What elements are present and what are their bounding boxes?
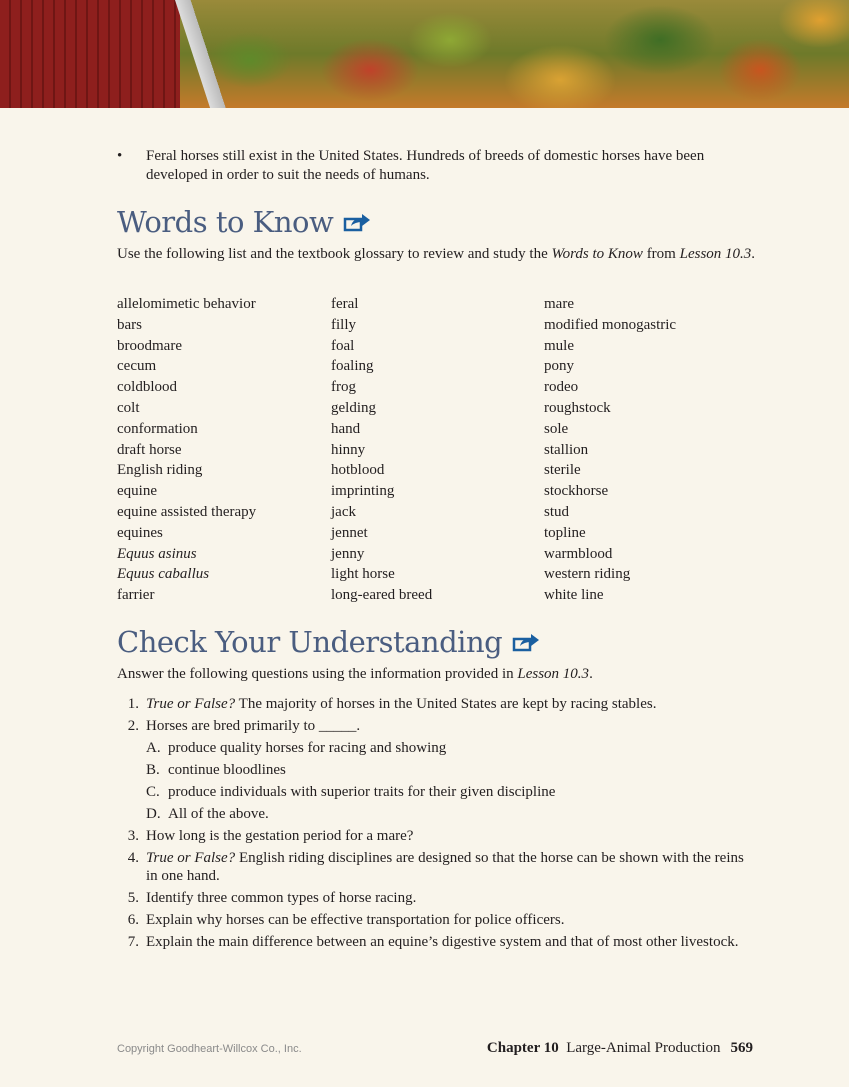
answer-option (146, 805, 757, 823)
heading-text: Words to Know (117, 205, 334, 239)
question-list (117, 695, 757, 955)
check-intro: Answer the following questions using the information provided in Lesson 10.3. (117, 666, 593, 682)
heading-text: Check Your Understanding (117, 625, 503, 659)
word-item: filly (331, 316, 356, 333)
word-item: draft horse (117, 441, 182, 458)
words-to-know-heading (117, 205, 371, 239)
word-item: equine assisted therapy (117, 503, 257, 520)
word-item: farrier (117, 587, 155, 604)
word-item: jack (331, 503, 356, 520)
option-letter: B. (146, 762, 160, 778)
external-link-icon[interactable] (512, 631, 540, 653)
word-item: western riding (544, 566, 631, 583)
question-item (117, 695, 757, 713)
word-item: light horse (331, 566, 395, 583)
question-number: 5. (127, 890, 139, 906)
answer-option (146, 783, 757, 801)
question-item (117, 889, 757, 907)
word-column (331, 294, 432, 606)
question-number: 1. (127, 696, 139, 712)
option-text: All of the above. (168, 806, 269, 822)
word-item: jennet (331, 524, 368, 541)
chapter-footer: Chapter 10 Large-Animal Production 569 (486, 1040, 753, 1056)
page-number: 569 (730, 1040, 753, 1056)
word-item: stockhorse (544, 483, 609, 500)
bullet-icon: • (117, 148, 123, 164)
word-item: frog (331, 379, 356, 396)
word-item: equine (117, 483, 157, 500)
word-item: cecum (117, 358, 157, 375)
word-item: Equus asinus (117, 545, 197, 562)
check-understanding-heading (117, 625, 540, 659)
question-text: English riding disciplines are designed so that the horse can be shown with the reins in one hand. (146, 850, 744, 884)
answer-option (146, 761, 757, 779)
question-item (117, 827, 757, 845)
bullet-item (117, 147, 757, 185)
barn-trim (175, 0, 236, 108)
question-number: 6. (127, 912, 139, 928)
word-item: broodmare (117, 337, 182, 354)
word-item: long-eared breed (331, 587, 433, 604)
word-item: modified monogastric (544, 316, 677, 333)
option-text: produce individuals with superior traits for their given discipline (168, 784, 556, 800)
word-item: stallion (544, 441, 589, 458)
word-item: feral (331, 296, 359, 312)
question-text: Horses are bred primarily to _____. (146, 718, 361, 734)
question-number: 7. (127, 934, 139, 950)
option-text: continue bloodlines (168, 762, 286, 778)
question-prefix: True or False? (146, 696, 236, 712)
word-item: hotblood (331, 462, 385, 479)
word-item: pony (544, 358, 574, 375)
word-item: sterile (544, 462, 581, 479)
option-text: produce quality horses for racing and showing (168, 740, 447, 756)
word-item: mule (544, 337, 574, 354)
word-item: rodeo (544, 379, 579, 396)
word-item: hinny (331, 441, 366, 458)
word-item: gelding (331, 399, 376, 416)
word-item: foal (331, 337, 355, 354)
question-number: 2. (127, 718, 139, 734)
word-item: white line (544, 587, 604, 604)
option-letter: C. (146, 784, 160, 800)
word-column (117, 294, 256, 606)
question-text: How long is the gestation period for a mare? (146, 828, 414, 844)
word-item: allelomimetic behavior (117, 296, 256, 312)
word-column (544, 294, 676, 606)
question-text: The majority of horses in the United States are kept by racing stables. (235, 696, 657, 712)
question-text: Explain why horses can be effective transportation for police officers. (146, 912, 565, 928)
question-item (117, 849, 757, 885)
question-item (117, 911, 757, 929)
word-item: equines (117, 524, 163, 541)
question-prefix: True or False? (146, 850, 236, 866)
word-item: hand (331, 420, 361, 437)
words-intro: Use the following list and the textbook glossary to review and study the Words to Know from Lesson 10.3. (117, 246, 756, 262)
bullet-text: Feral horses still exist in the United States. Hundreds of breeds of domestic horses have been developed in order to suit the needs of humans. (146, 148, 705, 183)
option-letter: D. (146, 806, 161, 822)
option-letter: A. (146, 740, 161, 756)
question-number: 3. (127, 828, 139, 844)
copyright: Copyright Goodheart-Willcox Co., Inc. (117, 1043, 302, 1055)
header-photo (0, 0, 849, 108)
question-item (117, 933, 757, 951)
word-item: mare (544, 296, 574, 312)
word-item: colt (117, 399, 140, 416)
word-item: Equus caballus (117, 566, 210, 583)
external-link-icon[interactable] (343, 211, 371, 233)
word-item: roughstock (544, 399, 611, 416)
word-item: coldblood (117, 379, 177, 396)
word-item: foaling (331, 358, 374, 375)
word-item: conformation (117, 420, 198, 437)
word-item: sole (544, 420, 569, 437)
word-item: warmblood (544, 545, 613, 562)
word-item: bars (117, 316, 142, 333)
word-item: topline (544, 524, 586, 541)
word-item: English riding (117, 462, 203, 479)
question-number: 4. (127, 850, 139, 866)
word-item: stud (544, 503, 570, 520)
word-item: jenny (331, 545, 365, 562)
word-item: imprinting (331, 483, 395, 500)
question-text: Identify three common types of horse racing. (146, 890, 417, 906)
question-item (117, 717, 757, 823)
answer-option (146, 739, 757, 757)
question-text: Explain the main difference between an equine’s digestive system and that of most other livestock. (146, 934, 739, 950)
barn-image (0, 0, 180, 108)
